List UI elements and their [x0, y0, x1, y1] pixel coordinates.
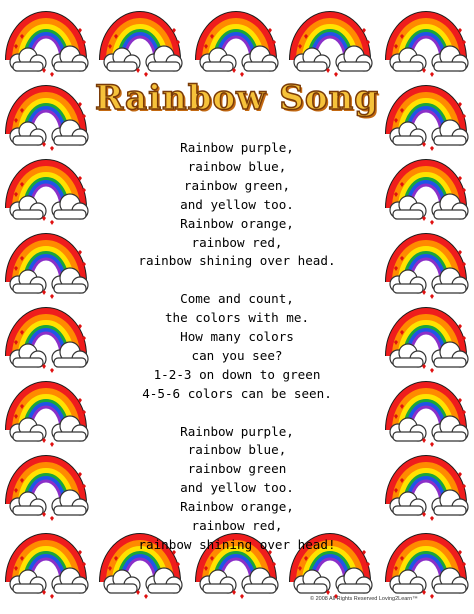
rainbow-cloud-icon: [10, 244, 88, 299]
rainbow-cloud-icon: [294, 22, 372, 77]
lyric-line: rainbow green,: [183, 177, 291, 193]
rainbow-cloud-icon: [10, 466, 88, 521]
lyric-line: rainbow shining over head!: [138, 537, 336, 552]
rainbow-cloud-icon: [390, 466, 468, 521]
lyric-line: Come and count,: [180, 291, 294, 307]
rainbow-cloud-icon: [10, 318, 88, 373]
rainbow-cloud-icon: [390, 318, 468, 373]
lyric-line: Rainbow orange,: [180, 215, 294, 231]
rainbow-cloud-icon: [390, 544, 468, 599]
rainbow-cloud-icon: [104, 22, 182, 77]
rainbow-cloud-icon: [10, 544, 88, 599]
song-lyrics: [100, 139, 374, 574]
lyric-line: Rainbow purple,: [180, 140, 294, 155]
lyric-line: can you see?: [191, 347, 283, 363]
rainbow-cloud-icon: [390, 170, 468, 225]
stanza: [100, 290, 374, 403]
lyric-line: rainbow blue,: [187, 442, 287, 458]
lyric-line: Rainbow orange,: [180, 499, 294, 515]
rainbow-cloud-icon: [390, 392, 468, 447]
rainbow-cloud-icon: [390, 22, 468, 77]
rainbow-cloud-icon: [390, 244, 468, 299]
lyric-line: and yellow too.: [180, 480, 294, 496]
rainbow-cloud-icon: [10, 170, 88, 225]
lyric-line: How many colors: [180, 329, 294, 345]
rainbow-cloud-icon: [10, 392, 88, 447]
rainbow-cloud-icon: [10, 22, 88, 77]
lyric-line: 1-2-3 on down to green: [153, 366, 321, 382]
lyric-line: rainbow blue,: [187, 158, 287, 174]
lyric-line: the colors with me.: [164, 310, 310, 326]
lyric-line: Rainbow purple,: [180, 423, 294, 439]
rainbow-cloud-icon: [200, 22, 278, 77]
copyright-notice: © 2008 All Rights Reserved Loving2Learn™: [310, 596, 418, 602]
lyric-line: rainbow red,: [191, 518, 283, 534]
lyric-line: rainbow green: [187, 461, 287, 477]
page-title: Rainbow Song: [95, 78, 379, 118]
lyric-line: rainbow shining over head.: [138, 253, 336, 269]
lyric-line: rainbow red,: [191, 234, 283, 250]
lyric-line: and yellow too.: [180, 196, 294, 212]
stanza: [100, 139, 374, 271]
stanza: [100, 423, 374, 555]
lyric-line: 4-5-6 colors can be seen.: [142, 385, 332, 401]
